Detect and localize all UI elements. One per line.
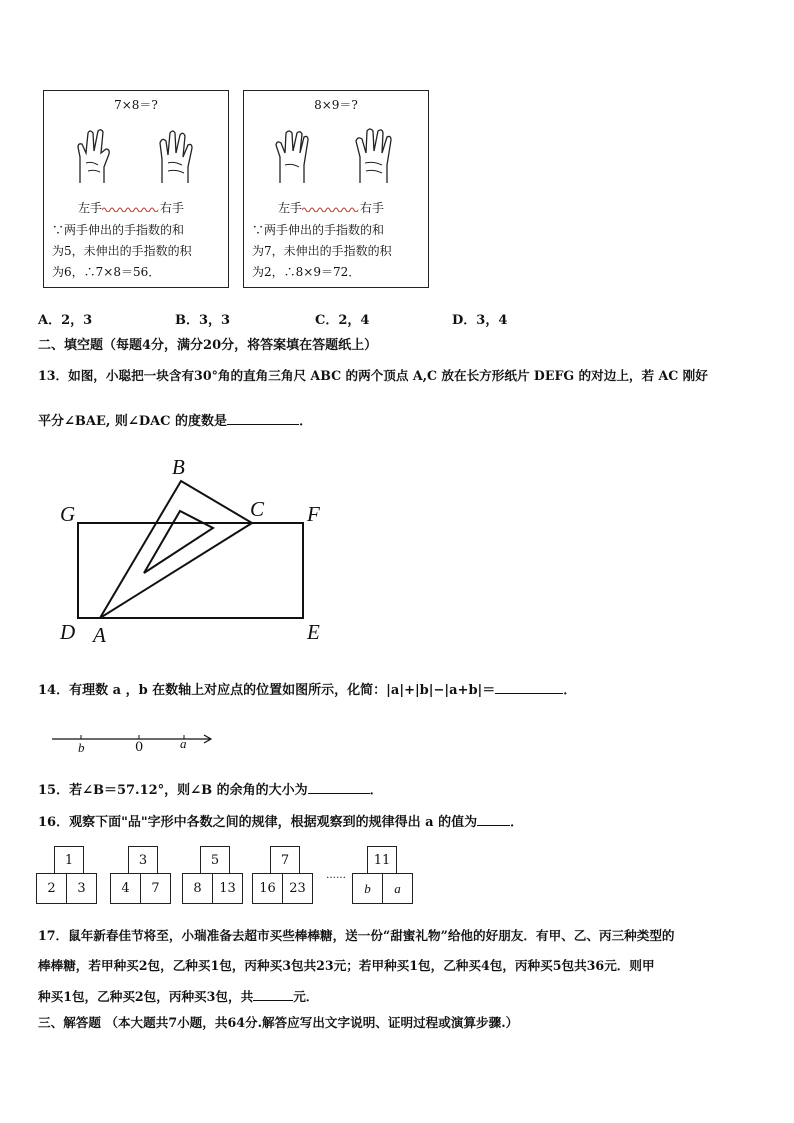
answer-blank xyxy=(495,679,563,694)
q15-text: 15．若∠B＝57.12°，则∠B 的余角的大小为 xyxy=(38,783,308,798)
answer-blank xyxy=(477,811,510,826)
explanation-line-1: ∵两手伸出的手指数的和 xyxy=(252,223,385,237)
left-hand-label: 左手 xyxy=(78,201,103,215)
pin-group-2 xyxy=(110,846,172,904)
q15-end: ． xyxy=(369,783,383,798)
q13-line-1: 13．如图，小聪把一块含有30°角的直角三角尺 ABC 的两个顶点 A,C 放在长方形纸片 DEFG 的对边上，若 AC 刚好 xyxy=(38,368,708,383)
pin-bottom-left: 2 xyxy=(36,873,67,904)
axis-label-b: b xyxy=(78,740,85,755)
equation: 8×9＝? xyxy=(314,98,358,112)
equation: 7×8＝? xyxy=(114,98,158,112)
pin-bottom-left: b xyxy=(352,873,383,904)
hand-right-icon xyxy=(352,127,398,185)
pin-bottom-right: 3 xyxy=(66,873,97,904)
explanation-line-1: ∵两手伸出的手指数的和 xyxy=(52,223,185,237)
finger-box-1 xyxy=(43,90,229,288)
pin-top: 11 xyxy=(367,846,397,874)
label-F: F xyxy=(307,502,320,526)
wavy-underline xyxy=(302,202,360,212)
pin-bottom-left: 8 xyxy=(182,873,213,904)
option-a: A．2，3 xyxy=(38,313,93,328)
q14-text: 14．有理数 a ，b 在数轴上对应点的位置如图所示，化简：|a|+|b|−|a+b|＝ xyxy=(38,683,496,698)
option-c: C．2，4 xyxy=(315,313,370,328)
pin-top: 7 xyxy=(270,846,300,874)
q16-text: 16．观察下面"品"字形中各数之间的规律，根据观察到的规律得出 a 的值为 xyxy=(38,815,478,830)
q14-end: ． xyxy=(563,683,577,698)
pin-group-3 xyxy=(182,846,244,904)
label-E: E xyxy=(307,620,320,644)
pin-top: 3 xyxy=(128,846,158,874)
hand-right-icon xyxy=(154,127,198,185)
label-A: A xyxy=(93,623,106,647)
pin-bottom-left: 16 xyxy=(252,873,283,904)
q17-line-3 xyxy=(38,986,318,1007)
label-C: C xyxy=(250,497,265,521)
pin-bottom-right: 7 xyxy=(140,873,171,904)
right-hand-label: 右手 xyxy=(160,201,185,215)
pin-top: 5 xyxy=(200,846,230,874)
answer-blank xyxy=(308,779,370,794)
q16-question xyxy=(38,811,523,833)
q17-end: 元． xyxy=(293,989,319,1004)
explanation-line-3: 为2，∴8×9＝72． xyxy=(252,265,361,279)
finger-box-2 xyxy=(243,90,429,288)
pin-bottom-right: 23 xyxy=(282,873,313,904)
q16-end: ． xyxy=(510,815,524,830)
wavy-underline xyxy=(102,202,160,212)
q14-question xyxy=(38,679,576,701)
left-hand-label: 左手 xyxy=(278,201,303,215)
hand-left-icon xyxy=(74,127,116,185)
answer-blank xyxy=(227,410,299,425)
option-b: B．3，3 xyxy=(175,313,231,328)
label-B: B xyxy=(172,455,185,479)
label-G: G xyxy=(60,502,76,526)
hand-labels xyxy=(78,199,184,218)
q13-line-2 xyxy=(38,410,312,432)
q13-end: ． xyxy=(299,414,313,429)
pin-bottom-right: a xyxy=(382,873,413,904)
q17-line-1: 17．鼠年新春佳节将至，小瑞准备去超市买些棒棒糖，送一份“甜蜜礼物”给他的好朋友．有甲、乙、丙三种类型的 xyxy=(38,928,675,943)
triangle-rectangle-figure xyxy=(50,450,350,650)
section-3-heading: 三、解答题 （本大题共7小题，共64分.解答应写出文字说明、证明过程或演算步骤.） xyxy=(38,1015,519,1030)
explanation-line-2: 为7，未伸出的手指数的积 xyxy=(252,244,392,258)
pin-group-1 xyxy=(36,846,98,904)
explanation-line-2: 为5，未伸出的手指数的积 xyxy=(52,244,192,258)
axis-label-a: a xyxy=(180,736,187,751)
hand-left-icon xyxy=(272,127,316,185)
pin-group-4 xyxy=(252,846,314,904)
pin-group-5 xyxy=(352,846,414,904)
pin-bottom-left: 4 xyxy=(110,873,141,904)
right-hand-label: 右手 xyxy=(360,201,385,215)
section-2-heading: 二、填空题（每题4分，满分20分，将答案填在答题纸上） xyxy=(38,338,378,353)
hand-labels xyxy=(278,199,384,218)
option-d: D．3，4 xyxy=(452,313,508,328)
pin-top: 1 xyxy=(54,846,84,874)
q13-text: 平分∠BAE, 则∠DAC 的度数是 xyxy=(38,414,228,429)
pin-bottom-right: 13 xyxy=(212,873,243,904)
number-line xyxy=(48,730,218,750)
label-D: D xyxy=(60,620,76,644)
answer-blank xyxy=(253,986,293,1001)
q17-line-2: 棒棒糖，若甲种买2包，乙种买1包，丙种买3包共23元；若甲种买1包，乙种买4包，丙种买5包共36元．则甲 xyxy=(38,958,655,973)
ellipsis: …… xyxy=(326,870,346,881)
axis-label-zero: 0 xyxy=(135,740,144,755)
explanation-line-3: 为6，∴7×8＝56． xyxy=(52,265,161,279)
q15-question xyxy=(38,779,383,801)
q17-text: 种买1包，乙种买2包，丙种买3包，共 xyxy=(38,989,254,1004)
